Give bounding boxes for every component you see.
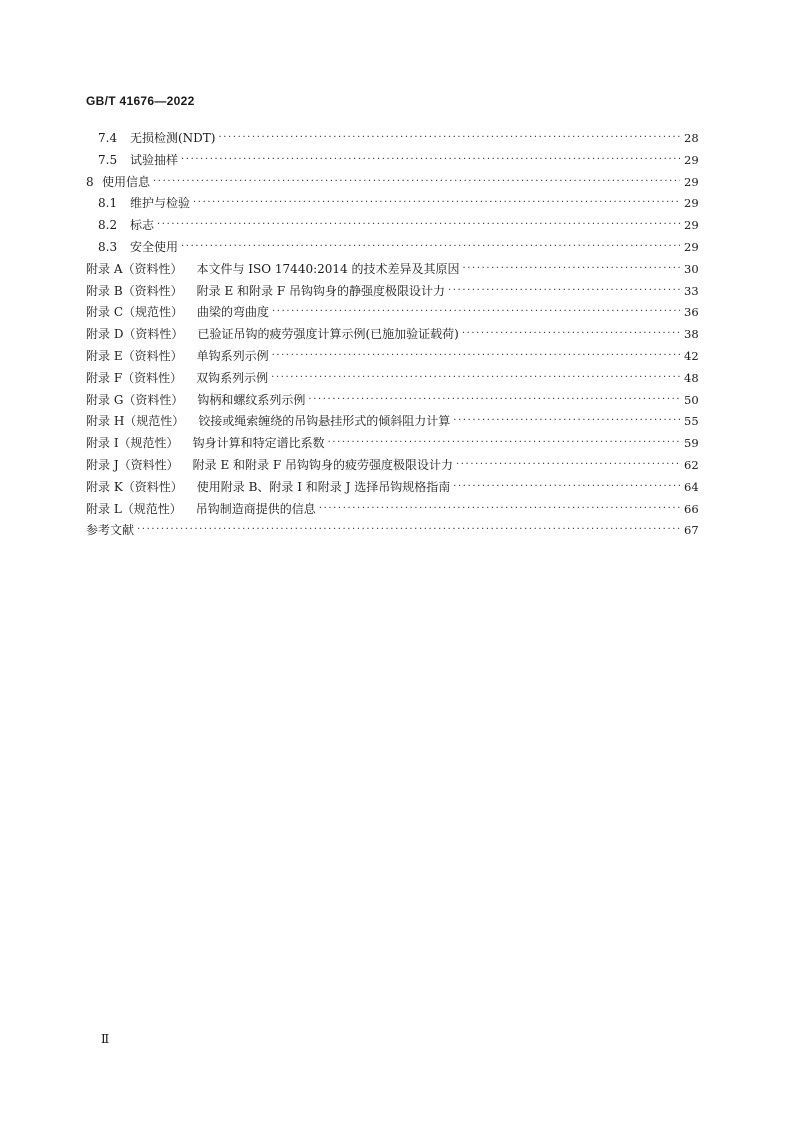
toc-entry-page: 38 <box>684 327 699 342</box>
toc-entry-title: 标志 <box>130 218 155 233</box>
toc-entry-page: 29 <box>684 152 699 167</box>
table-of-contents <box>86 128 698 542</box>
toc-entry[interactable] <box>86 215 698 237</box>
toc-entry-appendix-f[interactable] <box>86 368 698 390</box>
toc-entry-appendix-l[interactable] <box>86 499 698 521</box>
toc-entry-page: 48 <box>684 370 699 385</box>
toc-entry-title: 铰接或绳索缠绕的吊钩悬挂形式的倾斜阻力计算 <box>198 414 451 429</box>
toc-entry-number: 7.4 <box>98 131 118 145</box>
toc-entry-title: 吊钩制造商提供的信息 <box>195 501 316 516</box>
toc-entry-title: 使用附录 B、附录 I 和附录 J 选择吊钩规格指南 <box>196 479 451 494</box>
toc-entry-appendix-h[interactable] <box>86 411 698 433</box>
toc-entry-appendix-g[interactable] <box>86 390 698 412</box>
toc-dot-leader <box>153 170 680 193</box>
toc-entry-number: 附录 K（资料性） <box>86 479 183 494</box>
toc-entry-number: 附录 C（规范性） <box>86 305 183 320</box>
toc-entry-title: 试验抽样 <box>130 152 179 167</box>
toc-dot-leader <box>328 431 680 454</box>
toc-dot-leader <box>453 409 680 432</box>
toc-entry-title: 曲梁的弯曲度 <box>197 305 270 320</box>
toc-entry[interactable] <box>86 150 698 172</box>
toc-entry-page: 59 <box>684 436 699 451</box>
toc-entry-number: 附录 D（资料性） <box>86 327 184 342</box>
toc-entry-page: 42 <box>684 348 699 363</box>
toc-entry-page: 29 <box>684 218 699 233</box>
toc-entry-number: 附录 H（规范性） <box>86 414 185 429</box>
toc-entry-title: 附录 E 和附录 F 吊钩钩身的疲劳强度极限设计力 <box>192 457 453 472</box>
toc-entry-appendix-i[interactable] <box>86 433 698 455</box>
toc-dot-leader <box>137 518 680 541</box>
toc-dot-leader <box>271 366 680 389</box>
toc-entry-page: 50 <box>684 392 699 407</box>
toc-entry-number: 8.2 <box>98 218 118 233</box>
toc-entry-appendix-j[interactable] <box>86 455 698 477</box>
toc-dot-leader <box>308 388 680 411</box>
toc-entry-number: 附录 J（资料性） <box>86 457 179 472</box>
toc-entry-title: 已验证吊钩的疲劳强度计算示例(已施加验证载荷) <box>197 327 459 342</box>
toc-dot-leader <box>219 126 681 149</box>
toc-entry-number: 7.5 <box>98 152 118 167</box>
toc-entry-title: 双钩系列示例 <box>196 370 269 385</box>
toc-entry-title: 安全使用 <box>130 239 179 254</box>
toc-entry-title: 使用信息 <box>102 174 151 189</box>
toc-entry-title: 无损检测(NDT) <box>130 131 216 145</box>
toc-entry[interactable] <box>86 237 698 259</box>
toc-entry-number: 附录 A（资料性） <box>86 261 183 276</box>
toc-dot-leader <box>448 279 680 302</box>
toc-dot-leader <box>462 322 680 345</box>
toc-entry-appendix-b[interactable] <box>86 281 698 303</box>
toc-entry-page: 29 <box>684 174 699 189</box>
toc-entry[interactable] <box>86 128 698 150</box>
toc-entry-page: 67 <box>684 523 699 538</box>
toc-entry-number: 8.1 <box>98 196 118 211</box>
toc-dot-leader <box>157 213 680 236</box>
toc-dot-leader <box>272 300 680 323</box>
toc-entry-title: 参考文献 <box>86 523 135 538</box>
toc-entry-number: 附录 B（资料性） <box>86 283 183 298</box>
page-number: Ⅱ <box>101 1032 110 1046</box>
toc-entry-appendix-a[interactable] <box>86 259 698 281</box>
toc-dot-leader <box>456 453 680 476</box>
toc-dot-leader <box>193 191 680 214</box>
toc-dot-leader <box>272 344 680 367</box>
toc-entry-page: 28 <box>684 131 699 145</box>
toc-entry-page: 64 <box>684 479 699 494</box>
toc-entry-number: 附录 L（规范性） <box>86 501 182 516</box>
toc-entry[interactable] <box>86 172 698 194</box>
toc-entry-page: 30 <box>684 261 699 276</box>
toc-dot-leader <box>181 148 680 171</box>
toc-entry-number: 附录 I（规范性） <box>86 436 179 451</box>
toc-entry-appendix-k[interactable] <box>86 477 698 499</box>
toc-entry-title: 钩柄和螺纹系列示例 <box>197 392 306 407</box>
toc-entry-page: 66 <box>684 501 699 516</box>
toc-entry-page: 55 <box>684 414 699 429</box>
toc-entry-page: 33 <box>684 283 699 298</box>
document-code: GB/T 41676—2022 <box>86 94 195 108</box>
toc-entry-title: 维护与检验 <box>130 196 191 211</box>
toc-dot-leader <box>319 497 680 520</box>
toc-dot-leader <box>462 257 680 280</box>
toc-dot-leader <box>453 475 680 498</box>
toc-entry[interactable] <box>86 193 698 215</box>
toc-entry-page: 29 <box>684 196 699 211</box>
toc-entry-number: 附录 G（资料性） <box>86 392 184 407</box>
toc-entry-title: 本文件与 ISO 17440:2014 的技术差异及其原因 <box>196 261 460 276</box>
toc-entry-page: 62 <box>684 457 699 472</box>
toc-dot-leader <box>181 235 680 258</box>
toc-entry-page: 36 <box>684 305 699 320</box>
toc-entry-appendix-c[interactable] <box>86 302 698 324</box>
toc-entry-number: 附录 E（资料性） <box>86 348 183 363</box>
toc-entry-references[interactable] <box>86 520 698 542</box>
toc-entry-appendix-e[interactable] <box>86 346 698 368</box>
toc-entry-title: 钩身计算和特定谱比系数 <box>192 436 325 451</box>
toc-entry-number: 8 <box>86 174 94 189</box>
toc-entry-page: 29 <box>684 239 699 254</box>
toc-entry-number: 8.3 <box>98 239 118 254</box>
toc-entry-appendix-d[interactable] <box>86 324 698 346</box>
toc-entry-title: 单钩系列示例 <box>196 348 269 363</box>
toc-entry-number: 附录 F（资料性） <box>86 370 183 385</box>
toc-entry-title: 附录 E 和附录 F 吊钩钩身的静强度极限设计力 <box>196 283 445 298</box>
